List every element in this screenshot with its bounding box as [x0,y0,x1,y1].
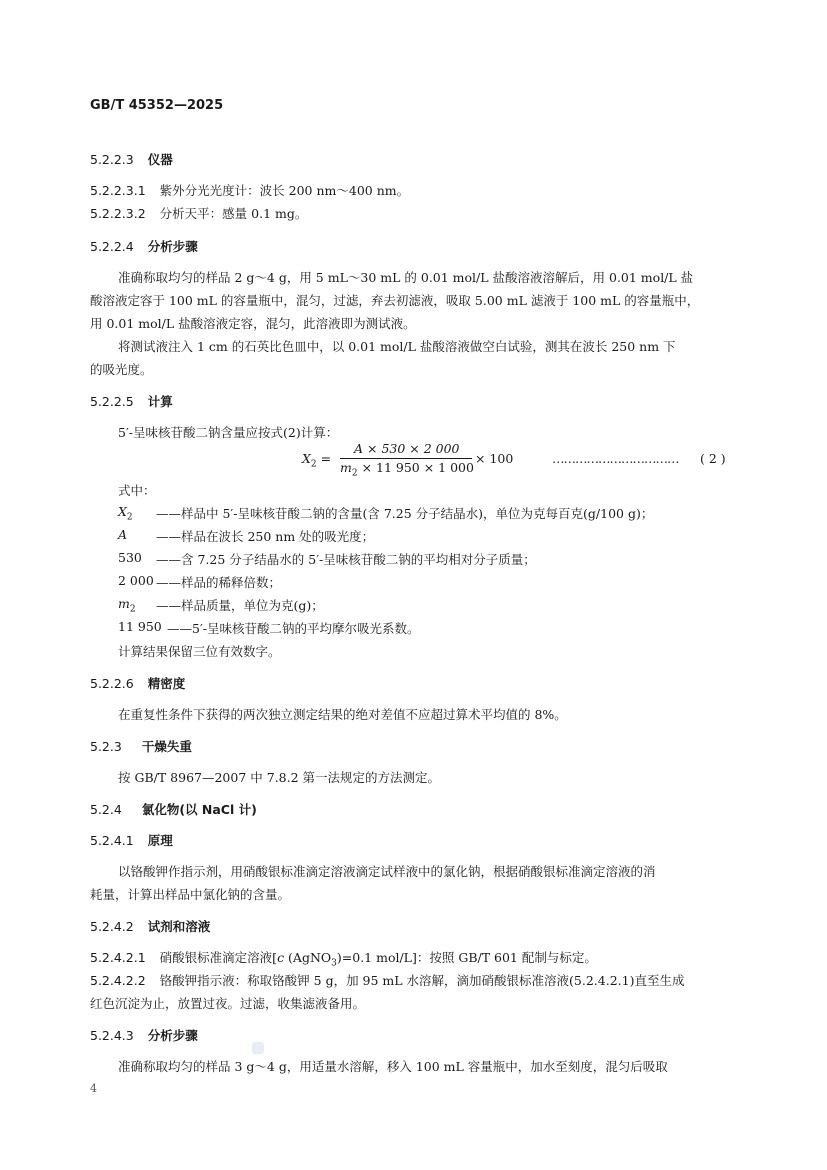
section-title: 干燥失重 [141,739,192,754]
formula-fraction [340,441,474,479]
section-number: 5.2.2.5 [90,394,134,409]
calculation-intro: 5′-呈味核苷酸二钠含量应按式(2)计算： [118,425,339,440]
paragraph-line: 准确称取均匀的样品 2 g～4 g，用 5 mL～30 mL 的 0.01 mol/L 盐酸溶液溶解后，用 0.01 mol/L 盐 [118,270,694,285]
result-note: 计算结果保留三位有效数字。 [118,644,281,659]
paragraph-line: 耗量，计算出样品中氯化钠的含量。 [90,887,291,902]
paragraph-line: 将测试液注入 1 cm 的石英比色皿中，以 0.01 mol/L 盐酸溶液做空白试验，测其在波长 250 nm 下 [118,339,676,354]
paragraph-line: 在重复性条件下获得的两次独立测定结果的绝对差值不应超过算术平均值的 8%。 [118,707,567,722]
section-title: 分析步骤 [147,1028,198,1043]
clause-number: 5.2.4.2.1 [90,950,146,965]
paragraph-line: 以铬酸钾作指示剂，用硝酸银标准滴定溶液滴定试样液中的氯化钠，根据硝酸银标准滴定溶液的消 [118,864,656,879]
clause-number: 5.2.4.2.2 [90,973,146,988]
section-heading-5-2-3 [90,737,192,755]
definition-row: $m_2$ [118,596,136,615]
where-label: 式中： [118,483,156,498]
formula-numerator: A × 530 × 2 000 [354,441,460,456]
section-number: 5.2.2.6 [90,676,134,691]
definition-symbol: 530 [118,550,142,565]
definition-text: ——5′-呈味核苷酸二钠的平均摩尔吸光系数。 [167,621,420,636]
clause-5-2-4-2-1: 5.2.4.2.1 硝酸银标准滴定溶液[c (AgNO$_3$)=0.1 mol/L]：按照 GB/T 601 配制与标定。 [90,950,597,969]
formula-factor: × 100 [475,451,514,466]
section-heading-5-2-2-5 [90,392,173,410]
section-heading-5-2-2-3 [90,150,173,168]
clause-5-2-2-3-2 [90,204,307,222]
definition-row: $X_2$ [118,504,133,523]
clause-number: 5.2.2.3.1 [90,183,146,198]
section-heading-5-2-2-4 [90,237,198,255]
standard-code: GB/T 45352—2025 [90,98,224,113]
section-title: 原理 [147,833,173,848]
definition-text: ——含 7.25 分子结晶水的 5′-呈味核苷酸二钠的平均相对分子质量； [156,552,536,567]
definition-text: ——样品中 5′-呈味核苷酸二钠的含量(含 7.25 分子结晶水)，单位为克每百克(g/100 g)； [156,506,654,521]
paragraph-line: 按 GB/T 8967—2007 中 7.8.2 第一法规定的方法测定。 [118,770,441,785]
formula-denominator: $m_2 \times 11$ 950 × 1 000 [340,460,474,479]
definition-text: ——样品质量，单位为克(g)； [156,598,324,613]
section-number: 5.2.4 [90,802,122,817]
page-number: 4 [90,1082,97,1095]
section-title: 仪器 [147,152,173,167]
equation-leader-dots: …………………………… [552,451,679,466]
definition-symbol: A [118,527,128,542]
paragraph-line: 酸溶液定容于 100 mL 的容量瓶中，混匀，过滤，弃去初滤液，吸取 5.00 mL 滤液于 100 mL 的容量瓶中， [90,293,700,308]
watermark-icon [252,1042,264,1054]
section-number: 5.2.2.3 [90,152,134,167]
equation-number: ( 2 ) [700,451,726,466]
clause-text: 紫外分光光度计：波长 200 nm～400 nm。 [159,183,410,198]
section-number: 5.2.2.4 [90,239,134,254]
definition-text: ——样品在波长 250 nm 处的吸光度； [156,529,375,544]
section-number: 5.2.4.3 [90,1028,134,1043]
section-title: 计算 [147,394,173,409]
section-number: 5.2.3 [90,739,122,754]
clause-number: 5.2.2.3.2 [90,206,146,221]
formula-lhs: $X_2$ = [302,451,332,470]
paragraph-line: 准确称取均匀的样品 3 g～4 g，用适量水溶解，移入 100 mL 容量瓶中，加水至刻度，混匀后吸取 [118,1059,668,1074]
section-title: 氯化物(以 NaCl 计) [141,802,257,817]
section-title: 试剂和溶液 [147,919,211,934]
section-heading-5-2-4 [90,800,257,818]
section-title: 分析步骤 [147,239,198,254]
section-number: 5.2.4.1 [90,833,134,848]
paragraph-line: 用 0.01 mol/L 盐酸溶液定容，混匀，此溶液即为测试液。 [90,316,416,331]
fraction-bar [340,458,472,459]
definition-text: ——样品的稀释倍数； [156,575,282,590]
section-heading-5-2-4-1 [90,831,173,849]
section-number: 5.2.4.2 [90,919,134,934]
section-title: 精密度 [147,676,186,691]
clause-5-2-2-3-1 [90,181,409,199]
section-heading-5-2-2-6 [90,674,185,692]
paragraph-line: 的吸光度。 [90,362,153,377]
section-heading-5-2-4-3 [90,1026,198,1044]
definition-symbol: 2 000 [118,573,154,588]
clause-5-2-4-2-2: 5.2.4.2.2 铬酸钾指示液：称取铬酸钾 5 g，加 95 mL 水溶解，滴加硝酸银标准溶液(5.2.4.2.1)直至生成 [90,973,685,988]
paragraph-line: 红色沉淀为止，放置过夜。过滤，收集滤液备用。 [90,996,366,1011]
section-heading-5-2-4-2 [90,917,210,935]
clause-text: 分析天平：感量 0.1 mg。 [159,206,308,221]
definition-symbol: 11 950 [118,619,162,634]
